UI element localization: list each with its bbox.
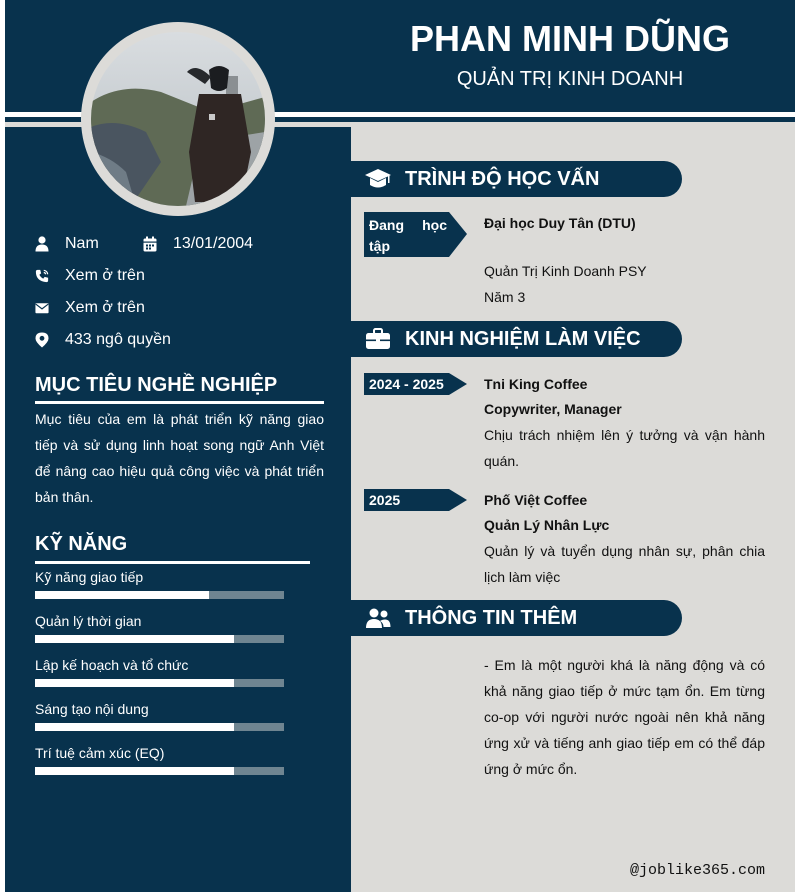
candidate-role: QUẢN TRỊ KINH DOANH (456, 68, 684, 90)
watermark: @joblike365.com (629, 862, 765, 879)
avatar-frame (81, 22, 275, 216)
skill-bar (35, 679, 284, 687)
skill-bar (35, 767, 284, 775)
address-row (35, 329, 171, 351)
users-icon (365, 605, 391, 631)
skills-rule (35, 561, 310, 564)
skills-title: KỸ NĂNG (35, 533, 128, 555)
skill-bar-fill (35, 679, 234, 687)
job-1-description: Chịu trách nhiệm lên ý tưởng và vận hành quán. (484, 427, 765, 469)
education-major: Quản Trị Kinh Doanh PSY (484, 263, 647, 279)
extra-banner (351, 600, 682, 636)
gender-row (35, 233, 99, 255)
skill-bar-fill (35, 591, 209, 599)
education-tag-arrow (449, 212, 467, 257)
skill-label: Sáng tạo nội dung (35, 701, 149, 717)
education-status-tag (364, 212, 449, 257)
objective-rule (35, 401, 324, 404)
calendar-icon (143, 236, 157, 252)
job-2-description: Quản lý và tuyển dụng nhân sự, phân chia lịch làm việc (484, 543, 765, 585)
job-1-position: Copywriter, Manager (484, 401, 622, 417)
envelope-icon (35, 300, 49, 316)
education-title: TRÌNH ĐỘ HỌC VẤN (405, 167, 600, 190)
education-banner (351, 161, 682, 197)
address-value: 433 ngô quyền (65, 331, 171, 348)
skill-label: Kỹ năng giao tiếp (35, 569, 144, 585)
skill-bar-fill (35, 635, 234, 643)
experience-banner (351, 321, 682, 357)
extra-text: - Em là một người khá là năng động và có khả năng giao tiếp ở mức tạm ổn. Em từng co-op với người nước ngoài nên khả năng ứng xử và tiếng anh giao tiếp em có thể đáp ứng ở mức ổn. (484, 657, 765, 777)
job-2-position: Quản Lý Nhân Lực (484, 517, 610, 533)
graduation-cap-icon (365, 166, 391, 192)
person-icon (35, 236, 49, 252)
skill-bar-fill (35, 723, 234, 731)
job-2-period-tag (364, 489, 449, 511)
briefcase-icon (365, 326, 391, 352)
education-status-label: Đang học tập (369, 217, 447, 254)
resume-page (5, 0, 795, 892)
skill-bar (35, 635, 284, 643)
gender-value: Nam (65, 235, 99, 252)
objective-title: MỤC TIÊU NGHỀ NGHIỆP (35, 374, 278, 396)
experience-title: KINH NGHIỆM LÀM VIỆC (405, 327, 641, 350)
job-1-company: Tni King Coffee (484, 376, 588, 392)
job-1-period: 2024 - 2025 (369, 376, 444, 392)
skill-label: Trí tuệ cảm xúc (EQ) (35, 745, 165, 761)
phone-value: Xem ở trên (65, 267, 145, 284)
education-year: Năm 3 (484, 289, 526, 305)
map-pin-icon (35, 332, 49, 348)
avatar (91, 32, 265, 206)
job-2-period: 2025 (369, 492, 401, 508)
skill-label: Quản lý thời gian (35, 613, 142, 629)
skill-bar-fill (35, 767, 234, 775)
email-row (35, 297, 145, 319)
job-2-tag-arrow (449, 489, 467, 511)
job-1-tag-arrow (449, 373, 467, 395)
job-2-company: Phố Việt Coffee (484, 492, 588, 508)
phone-icon (35, 268, 49, 284)
extra-title: THÔNG TIN THÊM (405, 606, 578, 629)
skill-bar (35, 591, 284, 599)
skill-label: Lập kế hoạch và tổ chức (35, 657, 189, 673)
phone-row (35, 265, 145, 287)
email-value: Xem ở trên (65, 299, 145, 316)
dob-row (143, 233, 253, 255)
objective-text: Mục tiêu của em là phát triển kỹ năng giao tiếp và sử dụng linh hoạt song ngữ Anh Việt để nâng cao hiệu quả công việc và phát triển bản thân. (35, 411, 324, 505)
education-school: Đại học Duy Tân (DTU) (484, 215, 636, 231)
skill-bar (35, 723, 284, 731)
job-1-period-tag (364, 373, 449, 395)
dob-value: 13/01/2004 (173, 235, 254, 252)
candidate-name: PHAN MINH DŨNG (410, 18, 730, 59)
